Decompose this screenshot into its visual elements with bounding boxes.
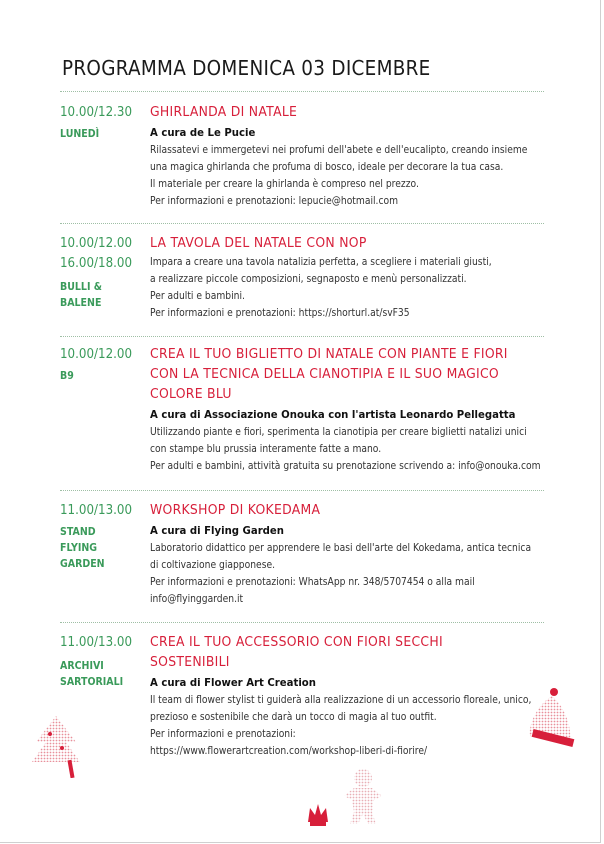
christmas-tree-icon (28, 712, 84, 778)
crown-icon (306, 800, 330, 830)
event-title: CREA IL TUO ACCESSORIO CON FIORI SECCHI SOSTENIBILI (150, 634, 443, 670)
event-title: COLORE BLU (150, 386, 232, 402)
event-contact-line[interactable]: info@flyinggarden.it (150, 594, 244, 605)
event-time: 10.00/12.00 (60, 346, 133, 362)
page-title: PROGRAMMA DOMENICA 03 DICEMBRE (62, 56, 431, 80)
event-contact-line[interactable]: Per adulti e bambini, attività gratuita su prenotazione scrivendo a: info@onouka.com (150, 461, 541, 472)
event-description-line: Impara a creare una tavola natalizia perfetta, a scegliere i materiali giusti, (150, 257, 492, 268)
event-title: WORKSHOP DI KOKEDAMA (150, 502, 321, 518)
event-venue: SARTORIALI (60, 675, 124, 688)
separator (60, 336, 544, 337)
event-description-line: di coltivazione giapponese. (150, 560, 276, 571)
event-contact-line[interactable]: Per informazioni e prenotazioni: WhatsApp nr. 348/5707454 o alla mail (150, 577, 475, 588)
event-time: 16.00/18.00 (60, 255, 133, 271)
event-description-line: con stampe blu prussia interamente fatte a mano. (150, 444, 382, 455)
separator (60, 622, 544, 623)
event-venue: BALENE (60, 296, 102, 309)
event-description-line: a realizzare piccole composizioni, segnaposto e menù personalizzati. (150, 274, 467, 285)
event-title: CON LA TECNICA DELLA CIANOTIPIA E IL SUO MAGICO (150, 366, 499, 382)
separator (60, 490, 544, 491)
event-time: 10.00/12.30 (60, 104, 133, 120)
event-schedule (60, 233, 144, 311)
event-venue: B9 (60, 369, 74, 382)
event-curator: A cura di Flower Art Creation (150, 676, 316, 689)
event-details (150, 500, 550, 608)
event-description-line: una magica ghirlanda che profuma di bosco, ideale per decorare la tua casa. (150, 162, 504, 173)
event-time: 11.00/13.00 (60, 502, 133, 518)
event-title: GHIRLANDA DI NATALE (150, 104, 298, 120)
event-description-line: Per informazioni e prenotazioni: (150, 729, 296, 740)
event-venue: STAND FLYING (60, 525, 98, 554)
event-contact-line[interactable]: https://www.flowerartcreation.com/workshop-liberi-di-fiorire/ (150, 746, 428, 757)
event-description-line: Per adulti e bambini. (150, 291, 245, 302)
event-title: CREA IL TUO BIGLIETTO DI NATALE CON PIANTE E FIORI (150, 346, 508, 362)
event-curator: A cura de Le Pucie (150, 126, 256, 139)
separator (60, 91, 544, 92)
event-description-line: prezioso e sostenibile che darà un tocco di magia al tuo outfit. (150, 712, 437, 723)
event-description-line: Laboratorio didattico per apprendere le basi dell'arte del Kokedama, antica tecnica (150, 543, 532, 554)
event-schedule (60, 344, 144, 384)
event-details (150, 102, 550, 210)
event-description-line: Il team di flower stylist ti guiderà alla realizzazione di un accessorio floreale, unico, (150, 695, 532, 706)
event-details (150, 233, 550, 322)
event-schedule (60, 500, 144, 572)
event-title: LA TAVOLA DEL NATALE CON NOP (150, 235, 367, 251)
event-schedule (60, 632, 144, 690)
gingerbread-man-icon (340, 766, 386, 826)
event-details (150, 632, 550, 760)
event-time: 10.00/12.00 (60, 235, 133, 251)
event-curator: A cura di Flying Garden (150, 524, 285, 537)
event-contact-line[interactable]: Per informazioni e prenotazioni: https://shorturl.at/svF35 (150, 308, 410, 319)
event-time: 11.00/13.00 (60, 634, 133, 650)
event-contact-line[interactable]: Per informazioni e prenotazioni: lepucie@hotmail.com (150, 196, 399, 207)
event-venue: LUNEDÌ (60, 127, 100, 140)
event-description-line: Il materiale per creare la ghirlanda è compreso nel prezzo. (150, 179, 419, 190)
event-schedule (60, 102, 144, 142)
event-curator: A cura di Associazione Onouka con l'artista Leonardo Pellegatta (150, 408, 516, 421)
event-venue: BULLI & (60, 280, 103, 293)
event-description-line: Rilassatevi e immergetevi nei profumi dell'abete e dell'eucalipto, creando insieme (150, 145, 528, 156)
santa-hat-icon (520, 684, 580, 754)
separator (60, 223, 544, 224)
event-details (150, 344, 550, 475)
event-venue: GARDEN (60, 557, 105, 570)
event-description-line: Utilizzando piante e fiori, sperimenta la cianotipia per creare biglietti natalizi unici (150, 427, 527, 438)
event-venue: ARCHIVI (60, 659, 104, 672)
